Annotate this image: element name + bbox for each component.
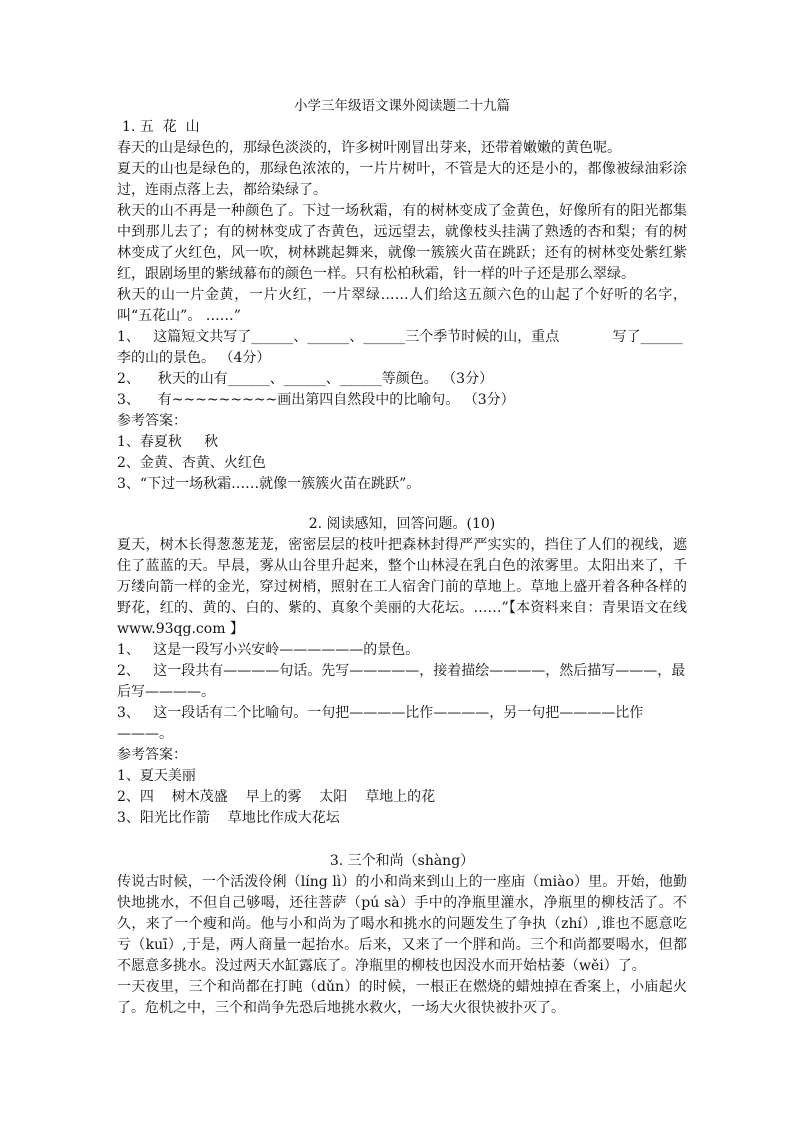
s1-paragraph-3: 秋天的山不再是一种颜色了。下过一场秋霜，有的树林变成了金黄色，好像所有的阳光都集中到那儿去了；有的树林变成了杏黄色，远远望去，就像枝头挂满了熟透的杏和梨；有的树林变成了火红色，风一吹，树林跳起舞来，就像一簇簇火苗在跳跃；还有的树林变处紫红紫红，跟剧场里的紫绒幕布的颜色一样。只有松柏秋霜，针一样的叶子还是那么翠绿。 — [117, 203, 687, 282]
s3-paragraph-2: 一天夜里，三个和尚都在打盹（dǔn）的时候，一根正在燃烧的蜡烛掉在香案上，小庙起火了。危机之中，三个和尚争先恐后地挑水救火，一场大火很快被扑灭了。 — [117, 979, 687, 1016]
s1-paragraph-1: 春天的山是绿色的，那绿色淡淡的，许多树叶刚冒出芽来，还带着嫩嫩的黄色呢。 — [117, 140, 621, 156]
document-title: 小学三年级语文课外阅读题二十九篇 — [294, 98, 510, 114]
s2-answer-3: 3、阳光比作箭 草地比作成大花坛 — [117, 810, 340, 826]
section-1-heading: 1. 五 花 山 — [122, 119, 200, 135]
section-3-heading: 3. 三个和尚（shàng） — [329, 853, 475, 869]
section-2-heading: 2. 阅读感知，回答问题。(10) — [308, 516, 496, 532]
s2-answer-2: 2、四 树木茂盛 早上的雾 太阳 草地上的花 — [117, 789, 436, 805]
s1-paragraph-2: 夏天的山也是绿色的，那绿色浓浓的，一片片树叶，不管是大的还是小的，都像被绿油彩涂过，连雨点落上去，都给染绿了。 — [117, 161, 687, 198]
s2-question-3: 3、 这一段话有二个比喻句。一句把————比作————，另一句把————比作———。 — [117, 705, 644, 742]
s2-question-1: 1、 这是一段写小兴安岭——————的景色。 — [117, 642, 420, 658]
s1-question-1: 1、 这篇短文共写了______、______、______三个季节时候的山，重点 写了______李的山的景色。 （4分） — [117, 329, 683, 366]
s2-question-2: 2、 这一段共有————句话。先写—————，接着描绘————，然后描写———，最后写————。 — [117, 663, 686, 700]
s3-paragraph-1: 传说古时候，一个活泼伶俐（líng lì）的小和尚来到山上的一座庙（miào）里。开始，他勤快地挑水，不但自己够喝，还往菩萨（pú sà）手中的净瓶里灌水，净瓶里的柳枝活了。不久，来了一个瘦和尚。他与小和尚为了喝水和挑水的问题发生了争执（zhí）,谁也不愿意吃亏（kuī）,于是，两人商量一起抬水。后来，又来了一个胖和尚。三个和尚都要喝水，但都不愿意多挑水。没过两天水缸露底了。净瓶里的柳枝也因没水而开始枯萎（wěi）了。 — [117, 874, 687, 974]
spacer — [117, 829, 687, 851]
s1-answer-3: 3、“下过一场秋霜……就像一簇簇火苗在跳跃”。 — [117, 476, 421, 492]
s2-paragraph-1: 夏天，树木长得葱葱茏茏，密密层层的枝叶把森林封得严严实实的，挡住了人们的视线，遮住了蓝蓝的天。早晨，雾从山谷里升起来，整个山林浸在乳白色的浓雾里。太阳出来了，千万缕向箭一样的金光，穿过树梢，照射在工人宿舍门前的草地上。草地上盛开着各种各样的野花，红的、黄的、白的、紫的、真象个美丽的大花坛。……”【本资料来自：青果语文在线 www.93qg.com 】 — [117, 537, 692, 637]
s2-answer-label: 参考答案： — [117, 747, 187, 763]
s1-question-3: 3、 有~~~~~~~~~画出第四自然段中的比喻句。 （3分） — [117, 392, 515, 408]
s1-question-2: 2、 秋天的山有______、______、______等颜色。 （3分） — [117, 371, 494, 387]
s1-paragraph-4: 秋天的山一片金黄，一片火红，一片翠绿……人们给这五颜六色的山起了个好听的名字，叫“五花山”。 ……” — [117, 287, 687, 324]
s1-answer-1: 1、春夏秋 秋 — [117, 434, 219, 450]
s2-answer-1: 1、夏天美丽 — [117, 768, 196, 784]
spacer — [117, 495, 687, 514]
s1-answer-2: 2、金黄、杏黄、火红色 — [117, 455, 266, 471]
document-page — [117, 96, 692, 1019]
s1-answer-label: 参考答案： — [117, 413, 187, 429]
